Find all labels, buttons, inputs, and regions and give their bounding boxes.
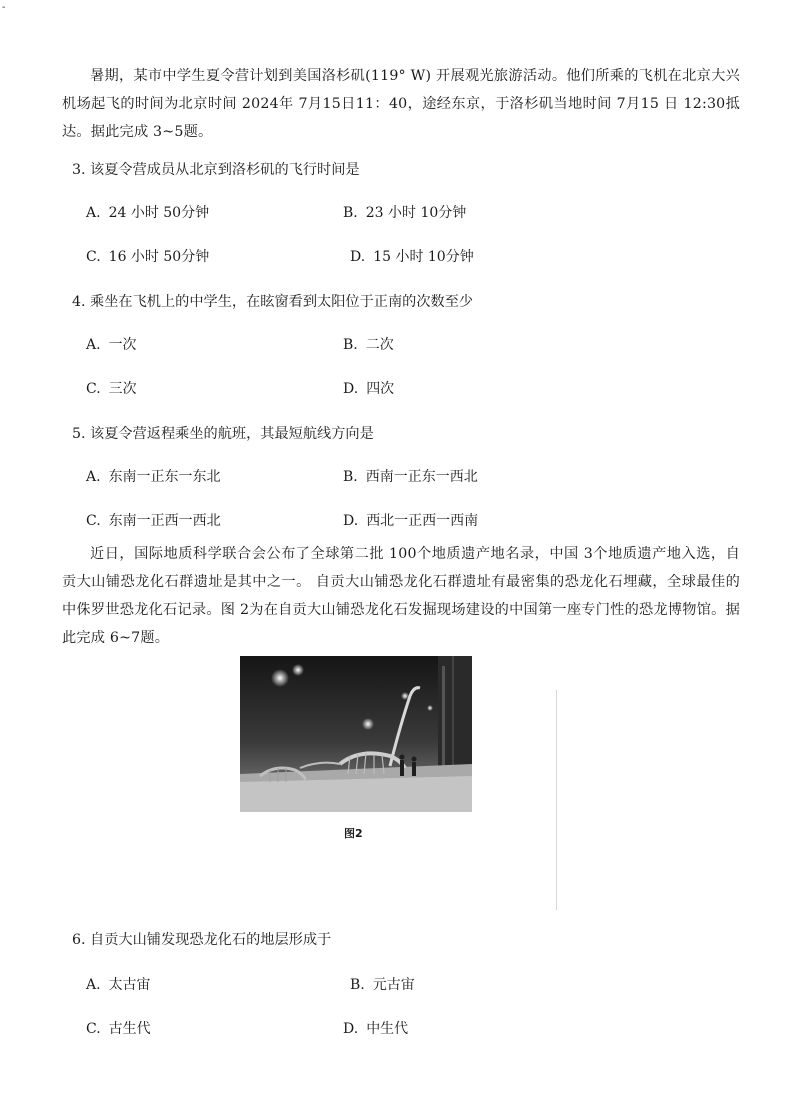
question-3-stem: 3. 该夏令营成员从北京到洛杉矶的飞行时间是 <box>72 162 360 178</box>
option-letter: B. <box>350 977 365 993</box>
option-text: 东南一正东一东北 <box>108 469 221 485</box>
option-letter: B. <box>343 337 358 353</box>
scan-artifact-line <box>556 690 557 910</box>
option-text: 东南一正西一西北 <box>108 513 221 529</box>
question-4-stem: 4. 乘坐在飞机上的中学生，在眩窗看到太阳位于正南的次数至少 <box>72 294 474 310</box>
option-letter: A. <box>86 469 101 485</box>
dinosaur-museum-photo-svg <box>240 656 472 812</box>
option-letter: A. <box>86 205 101 221</box>
option-text: 西北一正西一西南 <box>366 513 479 529</box>
question-4-option-a[interactable] <box>86 335 137 355</box>
dinosaur-museum-photo <box>240 656 472 812</box>
question-5-option-d[interactable] <box>343 511 478 531</box>
corner-mark: - <box>2 2 6 13</box>
option-text: 23 小时 10分钟 <box>365 205 467 221</box>
option-text: 古生代 <box>108 1021 151 1037</box>
question-4-option-c[interactable] <box>86 379 137 399</box>
question-6-option-a[interactable] <box>86 975 151 995</box>
question-6-option-b[interactable] <box>350 975 415 995</box>
option-letter: C. <box>86 513 101 529</box>
question-5-stem: 5. 该夏令营返程乘坐的航班，其最短航线方向是 <box>72 426 374 442</box>
option-letter: D. <box>343 1021 359 1037</box>
question-3-option-d[interactable] <box>350 247 474 267</box>
option-letter: D. <box>343 513 359 529</box>
passage-2: 近日，国际地质科学联合会公布了全球第二批 100个地质遗产地名录，中国 3个地质遗产地入选，自贡大山铺恐龙化石群遗址是其中之一。 自贡大山铺恐龙化石群遗址有最密集的恐龙化石埋藏，全球最佳的中侏罗世恐龙化石记录。图 2为在自贡大山铺恐龙化石发掘现场建设的中国第一座专门性的恐龙博物馆。据此完成 6~7题。 <box>62 546 740 646</box>
question-5-option-b[interactable] <box>343 467 478 487</box>
option-letter: B. <box>343 469 358 485</box>
option-letter: D. <box>343 381 359 397</box>
option-text: 15 小时 10分钟 <box>373 249 474 265</box>
option-letter: A. <box>86 337 101 353</box>
option-letter: B. <box>343 205 358 221</box>
option-letter: C. <box>86 381 101 397</box>
option-text: 中生代 <box>366 1021 409 1037</box>
question-5-option-c[interactable] <box>86 511 221 531</box>
option-text: 四次 <box>366 381 395 397</box>
option-letter: D. <box>350 249 366 265</box>
question-5-option-a[interactable] <box>86 467 221 487</box>
option-text: 元古宙 <box>372 977 415 993</box>
option-text: 太古宙 <box>108 977 151 993</box>
figure-caption: 图2 <box>344 827 363 840</box>
option-letter: A. <box>86 977 101 993</box>
option-letter: C. <box>86 1021 101 1037</box>
question-3-option-b[interactable] <box>343 203 466 223</box>
option-letter: C. <box>86 249 101 265</box>
option-text: 西南一正东一西北 <box>365 469 478 485</box>
question-6-stem: 6. 自贡大山铺发现恐龙化石的地层形成于 <box>72 932 332 948</box>
question-6-option-d[interactable] <box>343 1019 408 1039</box>
option-text: 16 小时 50分钟 <box>108 249 210 265</box>
question-6-option-c[interactable] <box>86 1019 151 1039</box>
question-4-option-b[interactable] <box>343 335 394 355</box>
option-text: 二次 <box>365 337 394 353</box>
option-text: 一次 <box>108 337 137 353</box>
option-text: 24 小时 50分钟 <box>108 205 210 221</box>
question-3-option-c[interactable] <box>86 247 209 267</box>
option-text: 三次 <box>108 381 137 397</box>
question-4-option-d[interactable] <box>343 379 394 399</box>
question-3-option-a[interactable] <box>86 203 209 223</box>
passage-1: 暑期，某市中学生夏令营计划到美国洛杉矶(119° W) 开展观光旅游活动。他们所乘的飞机在北京大兴机场起飞的时间为北京时间 2024年 7月15日11：40，途经东京，于洛杉矶当地时间 7月15 日 12:30抵达。据此完成 3~5题。 <box>62 68 740 140</box>
